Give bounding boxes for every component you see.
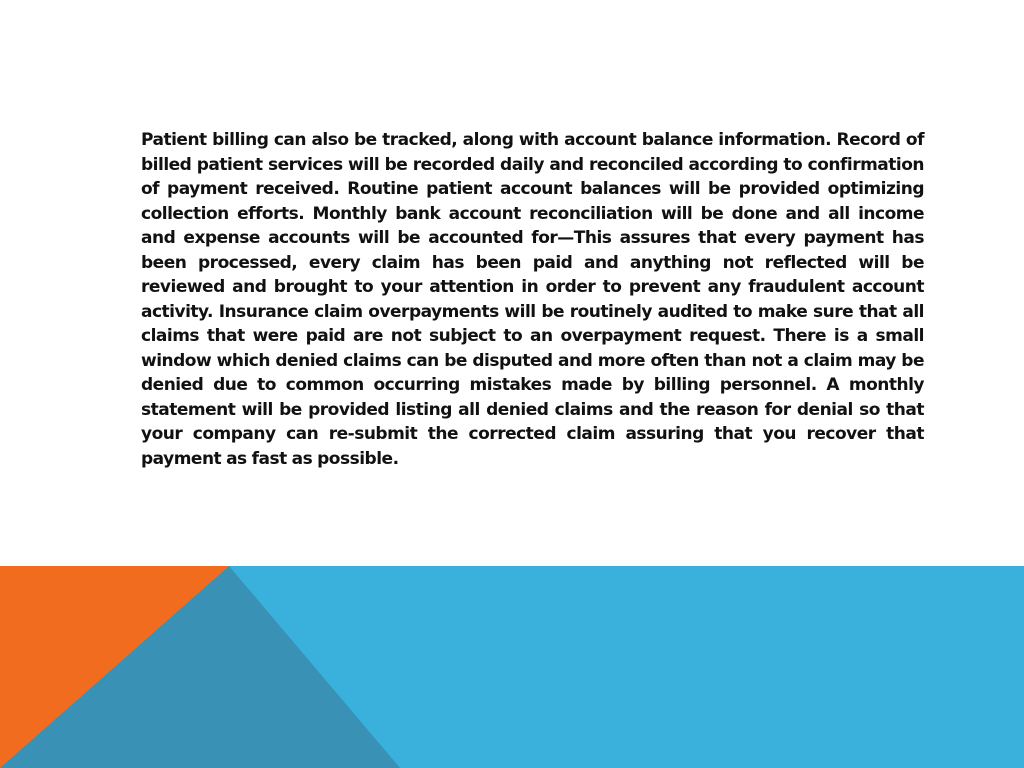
body-paragraph: Patient billing can also be tracked, along with account balance information. Record of billed patient services will be recorded daily and reconciled according to confirmation of payment received. Routine patient account balances will be provided optimizing collection efforts. Monthly bank account reconciliation will be done and all income and expense accounts will be accounted for—This assures that every payment has been processed, every claim has been paid and anything not reflected will be reviewed and brought to your attention in order to prevent any fraudulent account activity. Insurance claim overpayments will be routinely audited to make sure that all claims that were paid are not subject to an overpayment request. There is a small window which denied claims can be disputed and more often than not a claim may be denied due to common occurring mistakes made by billing personnel. A monthly statement will be provided listing all denied claims and the reason for denial so that your company can re-submit the corrected claim assuring that you recover that payment as fast as possible. — [141, 130, 924, 469]
bottom-decoration — [0, 566, 1024, 768]
